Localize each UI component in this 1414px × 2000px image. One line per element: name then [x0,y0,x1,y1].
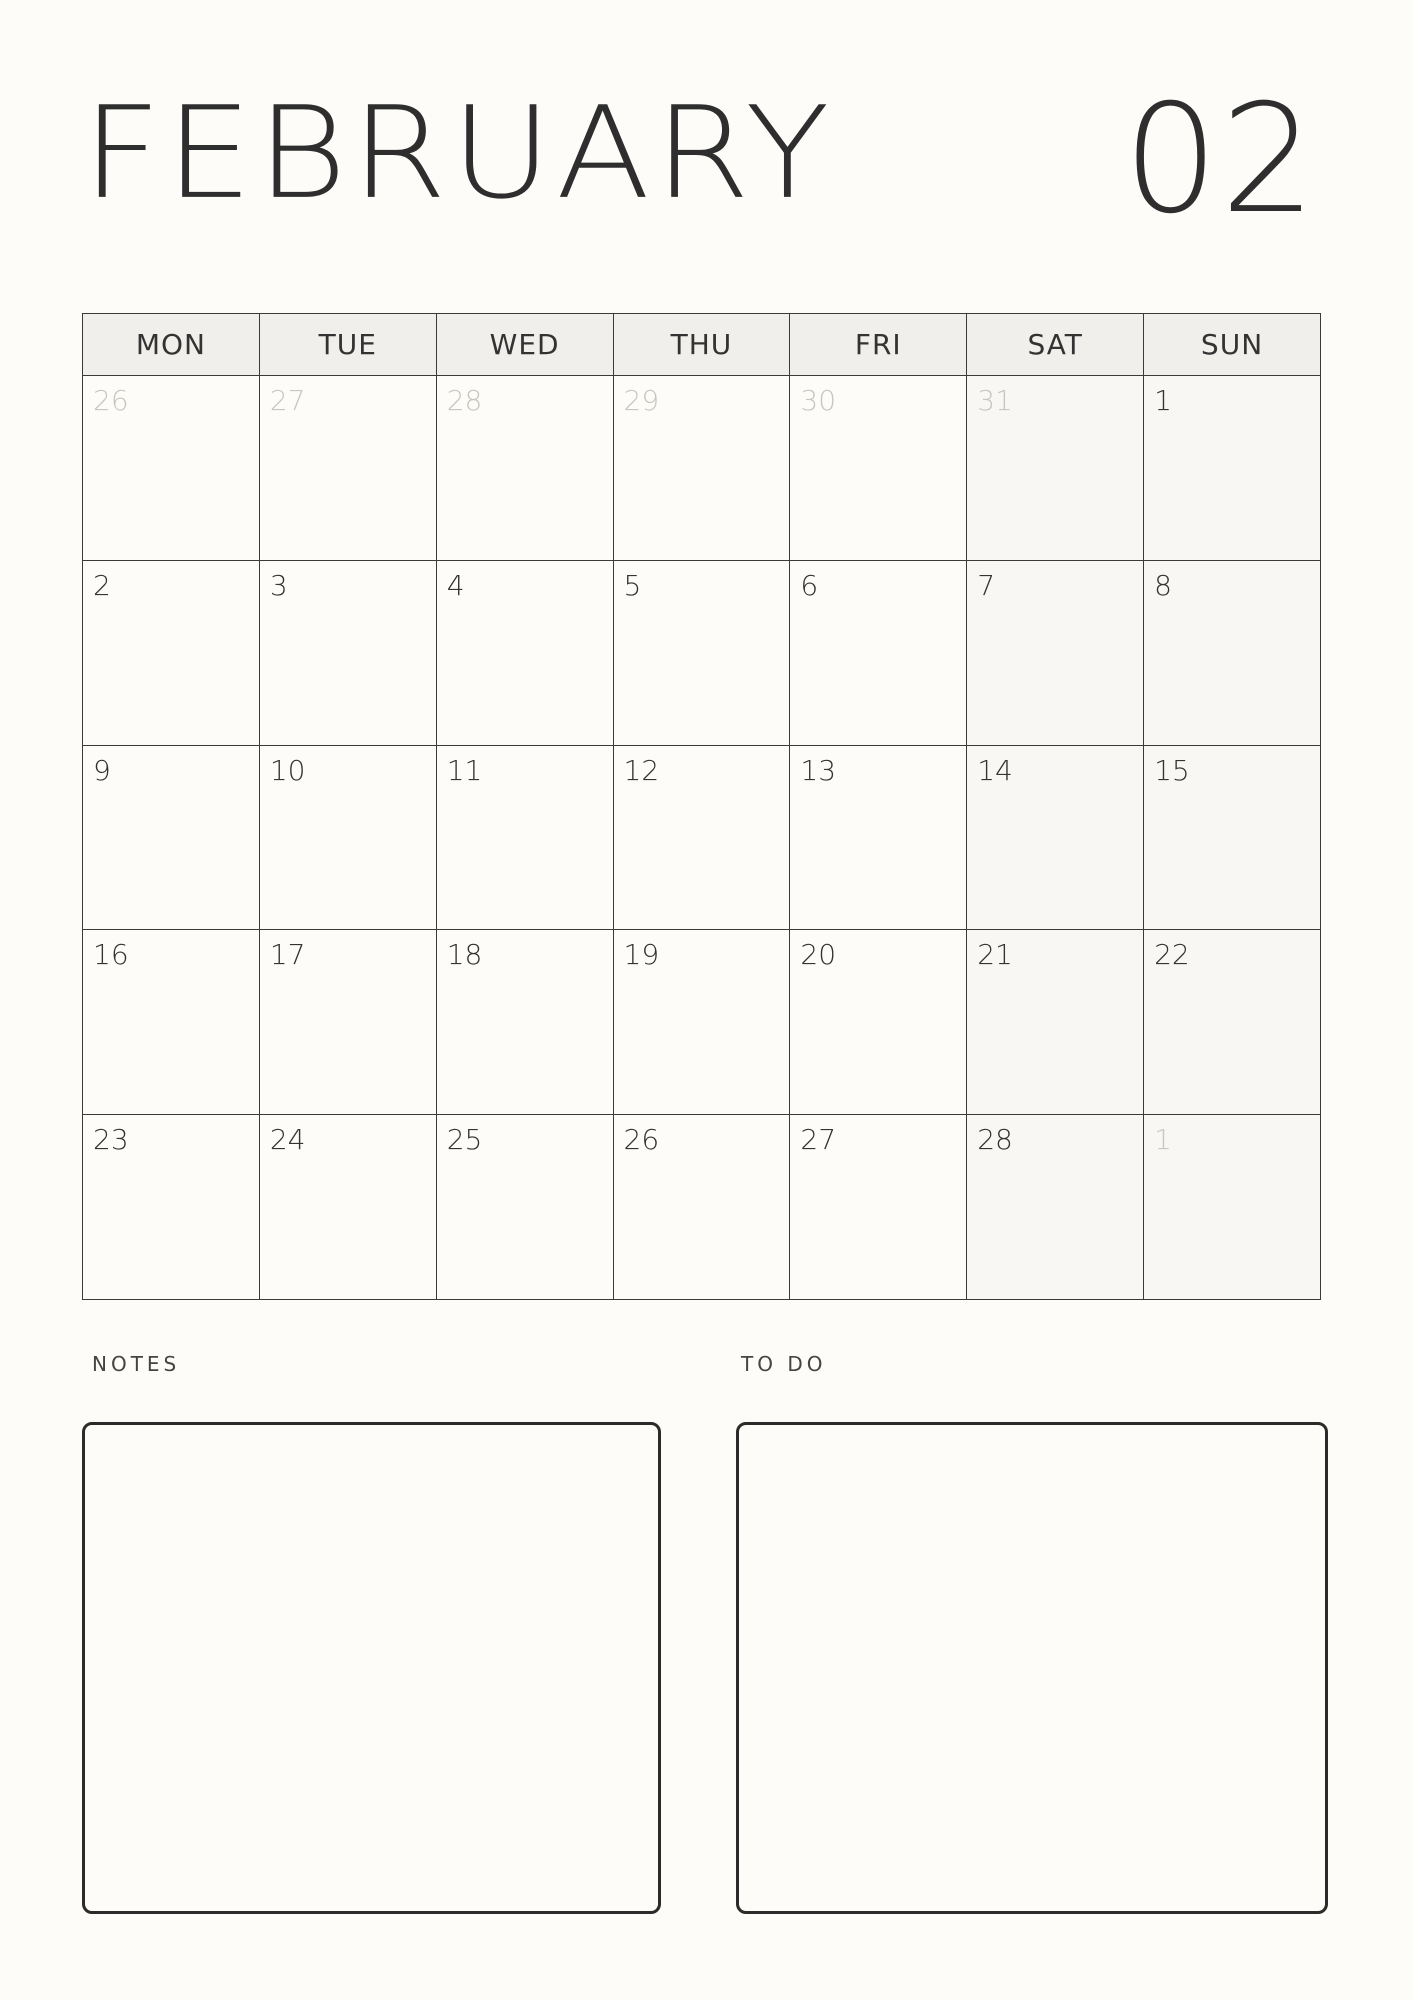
day-cell [436,745,613,930]
day-number: 2 [93,568,111,602]
day-cell [613,930,790,1115]
notes-label: NOTES [92,1352,181,1376]
day-number: 1 [1154,384,1172,417]
day-cell [259,930,436,1115]
day-cell [259,376,436,561]
day-cell [967,376,1144,561]
day-cell [790,930,967,1115]
weekday-header-mon: MON [83,314,260,376]
weekday-header-thu: THU [613,314,790,376]
day-number: 17 [269,938,306,972]
weekday-header-wed: WED [436,314,613,376]
day-cell [83,1115,260,1300]
day-number: 18 [446,938,483,972]
day-number: 27 [800,1123,837,1157]
day-cell [83,560,260,745]
day-cell [436,560,613,745]
day-cell [790,376,967,561]
day-cell [790,745,967,930]
weekday-header-tue: TUE [259,314,436,376]
day-cell [259,745,436,930]
day-cell [83,930,260,1115]
day-cell [967,745,1144,930]
day-number: 1 [1154,1123,1172,1157]
todo-label: TO DO [741,1352,827,1376]
day-cell [1144,745,1321,930]
day-cell [1144,1115,1321,1300]
weekday-header-sun: SUN [1144,314,1321,376]
calendar-week-row [83,1115,1321,1300]
day-number: 26 [93,384,129,417]
weekday-header-sat: SAT [967,314,1144,376]
day-number: 31 [977,384,1013,417]
day-number: 29 [623,384,660,417]
day-cell [1144,930,1321,1115]
day-number: 10 [269,753,306,787]
day-number: 5 [623,568,642,602]
day-cell [613,1115,790,1300]
day-number: 21 [977,938,1013,972]
notes-box [82,1422,661,1914]
calendar-week-row [83,560,1321,745]
day-cell [83,376,260,561]
calendar-body [83,376,1321,1300]
day-number: 25 [446,1123,483,1157]
day-number: 28 [977,1123,1013,1157]
day-cell [967,1115,1144,1300]
day-cell [967,930,1144,1115]
todo-box [736,1422,1328,1914]
month-title: FEBRUARY [82,79,834,228]
day-cell [790,1115,967,1300]
calendar-grid [82,313,1321,1300]
day-number: 30 [800,384,837,417]
day-number: 12 [623,753,660,787]
day-cell [613,376,790,561]
day-cell [790,560,967,745]
day-number: 24 [269,1123,306,1157]
day-number: 19 [623,938,660,972]
day-number: 26 [623,1123,660,1157]
day-number: 22 [1154,938,1190,972]
day-number: 16 [93,938,129,972]
day-cell [613,745,790,930]
calendar-week-row [83,376,1321,561]
calendar-week-row [83,930,1321,1115]
day-number: 20 [800,938,837,972]
day-number: 11 [446,753,483,787]
weekday-header-fri: FRI [790,314,967,376]
day-number: 4 [446,568,465,602]
day-number: 8 [1154,568,1172,602]
month-number: 02 [1123,73,1318,247]
day-number: 3 [269,568,288,602]
day-cell [259,1115,436,1300]
day-number: 23 [93,1123,129,1157]
day-cell [967,560,1144,745]
day-cell [613,560,790,745]
day-number: 27 [269,384,306,417]
day-cell [1144,560,1321,745]
day-cell [83,745,260,930]
day-cell [436,1115,613,1300]
day-cell [259,560,436,745]
day-cell [1144,376,1321,561]
day-number: 9 [93,753,111,787]
day-number: 15 [1154,753,1190,787]
day-number: 6 [800,568,819,602]
day-cell [436,376,613,561]
day-number: 28 [446,384,483,417]
calendar-week-row [83,745,1321,930]
weekday-header-row [83,314,1321,376]
day-number: 7 [977,568,996,602]
day-number: 14 [977,753,1013,787]
day-number: 13 [800,753,837,787]
day-cell [436,930,613,1115]
